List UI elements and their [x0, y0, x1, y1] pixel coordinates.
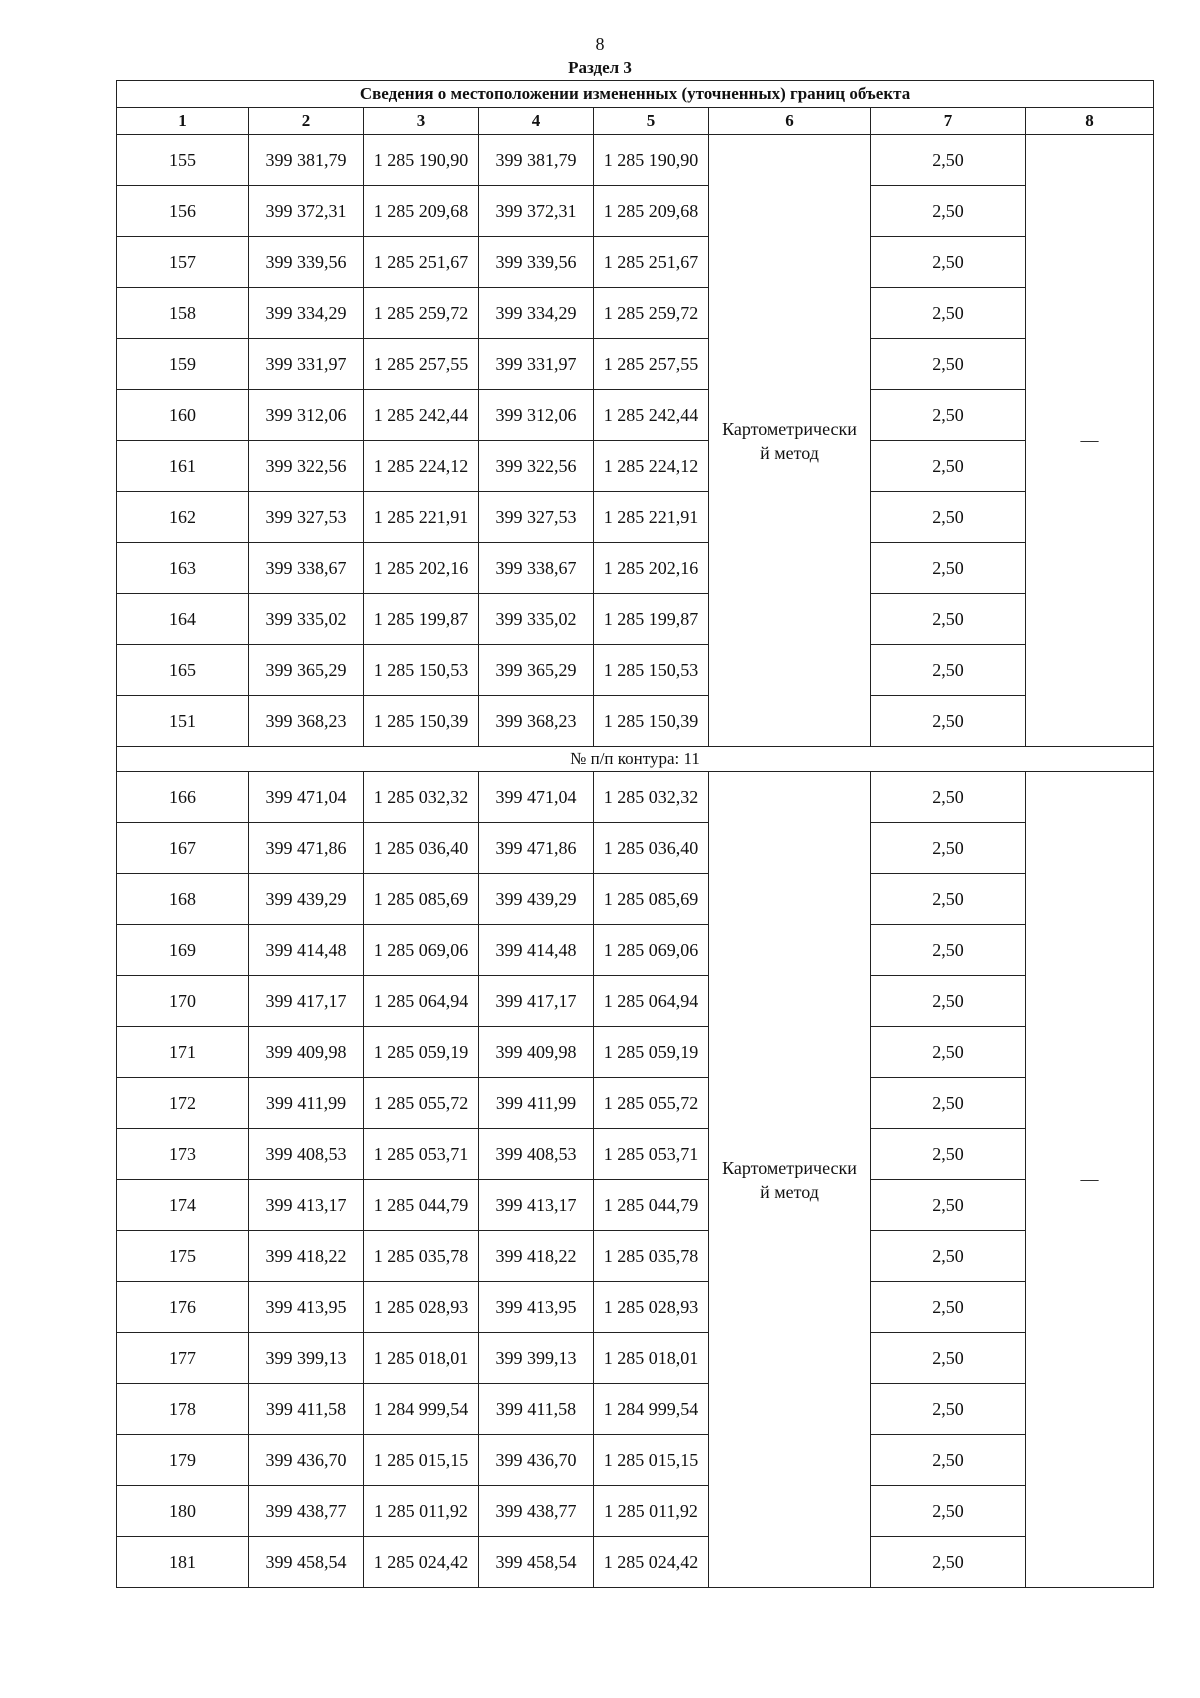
x-existing-cell: 399 399,13: [249, 1333, 364, 1384]
point-number-cell: 156: [117, 186, 249, 237]
method-text-line2: й метод: [760, 1181, 819, 1202]
point-number-cell: 171: [117, 1027, 249, 1078]
y-existing-cell: 1 285 035,78: [364, 1231, 479, 1282]
x-existing-cell: 399 372,31: [249, 186, 364, 237]
point-number-cell: 155: [117, 135, 249, 186]
point-number-cell: 181: [117, 1537, 249, 1588]
point-number-cell: 179: [117, 1435, 249, 1486]
accuracy-cell: 2,50: [871, 696, 1026, 747]
method-cell: [709, 135, 871, 747]
x-existing-cell: 399 418,22: [249, 1231, 364, 1282]
contour-label-row: [117, 747, 1154, 772]
table-row: [117, 135, 1154, 186]
point-number-cell: 168: [117, 874, 249, 925]
x-existing-cell: 399 439,29: [249, 874, 364, 925]
accuracy-cell: 2,50: [871, 1027, 1026, 1078]
x-new-cell: 399 338,67: [479, 543, 594, 594]
x-existing-cell: 399 413,95: [249, 1282, 364, 1333]
x-new-cell: 399 312,06: [479, 390, 594, 441]
accuracy-cell: 2,50: [871, 823, 1026, 874]
accuracy-cell: 2,50: [871, 543, 1026, 594]
y-new-cell: 1 285 251,67: [594, 237, 709, 288]
y-existing-cell: 1 285 190,90: [364, 135, 479, 186]
column-number-row: [117, 108, 1154, 135]
x-new-cell: 399 413,17: [479, 1180, 594, 1231]
accuracy-cell: 2,50: [871, 1282, 1026, 1333]
point-number-cell: 160: [117, 390, 249, 441]
y-new-cell: 1 285 035,78: [594, 1231, 709, 1282]
y-existing-cell: 1 285 018,01: [364, 1333, 479, 1384]
x-existing-cell: 399 411,99: [249, 1078, 364, 1129]
point-number-cell: 151: [117, 696, 249, 747]
section-title: Раздел 3: [568, 58, 632, 77]
y-new-cell: 1 285 024,42: [594, 1537, 709, 1588]
point-number-cell: 162: [117, 492, 249, 543]
x-new-cell: 399 381,79: [479, 135, 594, 186]
accuracy-cell: 2,50: [871, 1384, 1026, 1435]
table-row: [117, 925, 1154, 976]
x-new-cell: 399 409,98: [479, 1027, 594, 1078]
y-existing-cell: 1 285 059,19: [364, 1027, 479, 1078]
y-existing-cell: 1 285 150,39: [364, 696, 479, 747]
y-new-cell: 1 285 202,16: [594, 543, 709, 594]
x-new-cell: 399 458,54: [479, 1537, 594, 1588]
y-new-cell: 1 285 028,93: [594, 1282, 709, 1333]
x-existing-cell: 399 338,67: [249, 543, 364, 594]
accuracy-cell: 2,50: [871, 237, 1026, 288]
y-new-cell: 1 285 015,15: [594, 1435, 709, 1486]
point-number-cell: 173: [117, 1129, 249, 1180]
column-number: 2: [249, 108, 364, 135]
method-cell: [709, 772, 871, 1588]
table-row: [117, 1180, 1154, 1231]
x-existing-cell: 399 339,56: [249, 237, 364, 288]
y-new-cell: 1 285 259,72: [594, 288, 709, 339]
table-row: [117, 288, 1154, 339]
point-number-cell: 157: [117, 237, 249, 288]
x-new-cell: 399 365,29: [479, 645, 594, 696]
x-new-cell: 399 471,04: [479, 772, 594, 823]
y-new-cell: 1 285 209,68: [594, 186, 709, 237]
x-existing-cell: 399 381,79: [249, 135, 364, 186]
table-row: [117, 1537, 1154, 1588]
x-existing-cell: 399 409,98: [249, 1027, 364, 1078]
x-existing-cell: 399 408,53: [249, 1129, 364, 1180]
column-number: 7: [871, 108, 1026, 135]
y-existing-cell: 1 285 085,69: [364, 874, 479, 925]
x-new-cell: 399 335,02: [479, 594, 594, 645]
y-existing-cell: 1 285 251,67: [364, 237, 479, 288]
table-row: [117, 492, 1154, 543]
y-new-cell: 1 285 032,32: [594, 772, 709, 823]
note-cell: —: [1026, 135, 1154, 747]
table-row: [117, 874, 1154, 925]
accuracy-cell: 2,50: [871, 339, 1026, 390]
x-new-cell: 399 372,31: [479, 186, 594, 237]
x-existing-cell: 399 411,58: [249, 1384, 364, 1435]
point-number-cell: 170: [117, 976, 249, 1027]
point-number-cell: 172: [117, 1078, 249, 1129]
accuracy-cell: 2,50: [871, 1180, 1026, 1231]
table-caption: Сведения о местоположении измененных (уточненных) границ объекта: [117, 81, 1154, 108]
x-new-cell: 399 399,13: [479, 1333, 594, 1384]
table-row: [117, 237, 1154, 288]
x-new-cell: 399 418,22: [479, 1231, 594, 1282]
y-new-cell: 1 285 221,91: [594, 492, 709, 543]
x-new-cell: 399 408,53: [479, 1129, 594, 1180]
y-existing-cell: 1 285 011,92: [364, 1486, 479, 1537]
accuracy-cell: 2,50: [871, 1231, 1026, 1282]
accuracy-cell: 2,50: [871, 1333, 1026, 1384]
table-row: [117, 186, 1154, 237]
y-new-cell: 1 285 059,19: [594, 1027, 709, 1078]
x-existing-cell: 399 413,17: [249, 1180, 364, 1231]
y-new-cell: 1 285 150,39: [594, 696, 709, 747]
x-new-cell: 399 334,29: [479, 288, 594, 339]
table-row: [117, 1129, 1154, 1180]
y-new-cell: 1 285 150,53: [594, 645, 709, 696]
y-existing-cell: 1 285 055,72: [364, 1078, 479, 1129]
point-number-cell: 177: [117, 1333, 249, 1384]
table-caption-row: [117, 81, 1154, 108]
table-row: [117, 1282, 1154, 1333]
accuracy-cell: 2,50: [871, 1129, 1026, 1180]
x-new-cell: 399 368,23: [479, 696, 594, 747]
x-new-cell: 399 339,56: [479, 237, 594, 288]
y-new-cell: 1 285 190,90: [594, 135, 709, 186]
y-new-cell: 1 285 224,12: [594, 441, 709, 492]
table-row: [117, 441, 1154, 492]
x-existing-cell: 399 436,70: [249, 1435, 364, 1486]
y-existing-cell: 1 285 053,71: [364, 1129, 479, 1180]
accuracy-cell: 2,50: [871, 1435, 1026, 1486]
x-new-cell: 399 417,17: [479, 976, 594, 1027]
point-number-cell: 174: [117, 1180, 249, 1231]
point-number-cell: 158: [117, 288, 249, 339]
table-row: [117, 1333, 1154, 1384]
table-row: [117, 594, 1154, 645]
x-new-cell: 399 439,29: [479, 874, 594, 925]
method-text-line1: Картометрически: [722, 1157, 857, 1178]
point-number-cell: 165: [117, 645, 249, 696]
column-number: 8: [1026, 108, 1154, 135]
column-number: 5: [594, 108, 709, 135]
point-number-cell: 178: [117, 1384, 249, 1435]
accuracy-cell: 2,50: [871, 135, 1026, 186]
x-existing-cell: 399 322,56: [249, 441, 364, 492]
table-row: [117, 1078, 1154, 1129]
method-text-line2: й метод: [760, 442, 819, 463]
table-row: [117, 1435, 1154, 1486]
accuracy-cell: 2,50: [871, 1078, 1026, 1129]
table-row: [117, 390, 1154, 441]
x-existing-cell: 399 471,04: [249, 772, 364, 823]
y-existing-cell: 1 285 064,94: [364, 976, 479, 1027]
y-existing-cell: 1 285 242,44: [364, 390, 479, 441]
table-row: [117, 696, 1154, 747]
accuracy-cell: 2,50: [871, 645, 1026, 696]
x-existing-cell: 399 438,77: [249, 1486, 364, 1537]
accuracy-cell: 2,50: [871, 874, 1026, 925]
y-existing-cell: 1 285 069,06: [364, 925, 479, 976]
y-new-cell: 1 285 044,79: [594, 1180, 709, 1231]
y-existing-cell: 1 285 044,79: [364, 1180, 479, 1231]
accuracy-cell: 2,50: [871, 441, 1026, 492]
y-existing-cell: 1 285 224,12: [364, 441, 479, 492]
y-existing-cell: 1 285 032,32: [364, 772, 479, 823]
point-number-cell: 176: [117, 1282, 249, 1333]
table-row: [117, 1384, 1154, 1435]
accuracy-cell: 2,50: [871, 976, 1026, 1027]
y-existing-cell: 1 284 999,54: [364, 1384, 479, 1435]
point-number-cell: 167: [117, 823, 249, 874]
point-number-cell: 159: [117, 339, 249, 390]
table-row: [117, 976, 1154, 1027]
y-new-cell: 1 285 257,55: [594, 339, 709, 390]
accuracy-cell: 2,50: [871, 390, 1026, 441]
y-existing-cell: 1 285 024,42: [364, 1537, 479, 1588]
y-new-cell: 1 285 069,06: [594, 925, 709, 976]
table-body: [117, 135, 1154, 1588]
accuracy-cell: 2,50: [871, 1486, 1026, 1537]
x-existing-cell: 399 327,53: [249, 492, 364, 543]
x-existing-cell: 399 331,97: [249, 339, 364, 390]
accuracy-cell: 2,50: [871, 1537, 1026, 1588]
y-existing-cell: 1 285 257,55: [364, 339, 479, 390]
table-row: [117, 1486, 1154, 1537]
point-number-cell: 175: [117, 1231, 249, 1282]
y-new-cell: 1 285 018,01: [594, 1333, 709, 1384]
y-existing-cell: 1 285 150,53: [364, 645, 479, 696]
table-row: [117, 339, 1154, 390]
point-number-cell: 180: [117, 1486, 249, 1537]
point-number-cell: 169: [117, 925, 249, 976]
x-new-cell: 399 327,53: [479, 492, 594, 543]
y-existing-cell: 1 285 221,91: [364, 492, 479, 543]
y-new-cell: 1 285 011,92: [594, 1486, 709, 1537]
x-new-cell: 399 436,70: [479, 1435, 594, 1486]
contour-label: № п/п контура: 11: [117, 747, 1154, 772]
accuracy-cell: 2,50: [871, 772, 1026, 823]
table-row: [117, 1231, 1154, 1282]
accuracy-cell: 2,50: [871, 492, 1026, 543]
x-new-cell: 399 413,95: [479, 1282, 594, 1333]
x-existing-cell: 399 334,29: [249, 288, 364, 339]
y-existing-cell: 1 285 202,16: [364, 543, 479, 594]
x-existing-cell: 399 365,29: [249, 645, 364, 696]
y-new-cell: 1 285 036,40: [594, 823, 709, 874]
table-row: [117, 823, 1154, 874]
y-new-cell: 1 284 999,54: [594, 1384, 709, 1435]
x-existing-cell: 399 368,23: [249, 696, 364, 747]
y-existing-cell: 1 285 209,68: [364, 186, 479, 237]
y-new-cell: 1 285 055,72: [594, 1078, 709, 1129]
accuracy-cell: 2,50: [871, 288, 1026, 339]
table-row: [117, 1027, 1154, 1078]
note-cell: —: [1026, 772, 1154, 1588]
table-row: [117, 645, 1154, 696]
y-existing-cell: 1 285 259,72: [364, 288, 479, 339]
column-number: 6: [709, 108, 871, 135]
column-number: 1: [117, 108, 249, 135]
x-existing-cell: 399 335,02: [249, 594, 364, 645]
y-existing-cell: 1 285 199,87: [364, 594, 479, 645]
x-new-cell: 399 414,48: [479, 925, 594, 976]
accuracy-cell: 2,50: [871, 186, 1026, 237]
x-existing-cell: 399 471,86: [249, 823, 364, 874]
accuracy-cell: 2,50: [871, 594, 1026, 645]
x-new-cell: 399 411,99: [479, 1078, 594, 1129]
point-number-cell: 166: [117, 772, 249, 823]
y-new-cell: 1 285 199,87: [594, 594, 709, 645]
x-existing-cell: 399 312,06: [249, 390, 364, 441]
x-new-cell: 399 322,56: [479, 441, 594, 492]
point-number-cell: 164: [117, 594, 249, 645]
y-existing-cell: 1 285 015,15: [364, 1435, 479, 1486]
y-new-cell: 1 285 064,94: [594, 976, 709, 1027]
x-new-cell: 399 438,77: [479, 1486, 594, 1537]
y-existing-cell: 1 285 028,93: [364, 1282, 479, 1333]
table-row: [117, 543, 1154, 594]
x-existing-cell: 399 414,48: [249, 925, 364, 976]
x-new-cell: 399 411,58: [479, 1384, 594, 1435]
page-number: 8: [595, 34, 605, 54]
y-new-cell: 1 285 085,69: [594, 874, 709, 925]
x-new-cell: 399 471,86: [479, 823, 594, 874]
y-new-cell: 1 285 242,44: [594, 390, 709, 441]
point-number-cell: 161: [117, 441, 249, 492]
table-row: [117, 772, 1154, 823]
method-text-line1: Картометрически: [722, 418, 857, 439]
x-existing-cell: 399 417,17: [249, 976, 364, 1027]
y-new-cell: 1 285 053,71: [594, 1129, 709, 1180]
accuracy-cell: 2,50: [871, 925, 1026, 976]
coordinates-table: [116, 80, 1154, 1588]
point-number-cell: 163: [117, 543, 249, 594]
x-new-cell: 399 331,97: [479, 339, 594, 390]
column-number: 4: [479, 108, 594, 135]
column-number: 3: [364, 108, 479, 135]
x-existing-cell: 399 458,54: [249, 1537, 364, 1588]
y-existing-cell: 1 285 036,40: [364, 823, 479, 874]
